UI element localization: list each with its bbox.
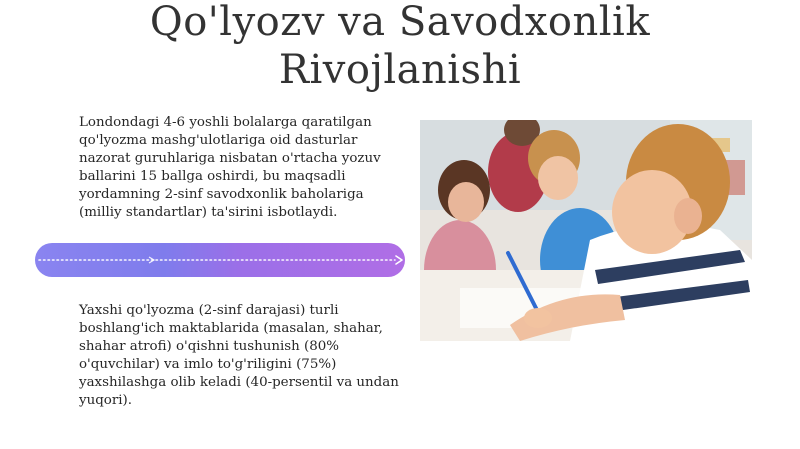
children-writing-photo (420, 120, 752, 341)
children-writing-illustration (420, 120, 752, 341)
gradient-divider (35, 243, 405, 277)
paragraph-handwriting-programs: Londondagi 4-6 yoshli bolalarga qaratilgan qo'lyozma mashg'ulotlariga oid dasturlar nazorat guruhlariga nisbatan o'rtacha yozuv ballarini 15 ballga oshirdi, bu maqsadli yordamning 2-sinf savodxonlik baholariga (milliy standartlar) ta'sirini isbotlaydi. (79, 115, 381, 220)
paragraph-literacy-outcomes: Yaxshi qo'lyozma (2-sinf darajasi) turli boshlang'ich maktablarida (masalan, shahar, shahar atrofi) o'qishni tushunish (80% o'quvchilar) va imlo to'g'riligini (75%) yaxshilashga olib keladi (40-persentil va undan yuqori). (79, 303, 399, 408)
slide-title: Qo'lyozv va Savodxonlik Rivojlanishi (149, 0, 651, 93)
dotted-arrow-icon (35, 243, 405, 277)
